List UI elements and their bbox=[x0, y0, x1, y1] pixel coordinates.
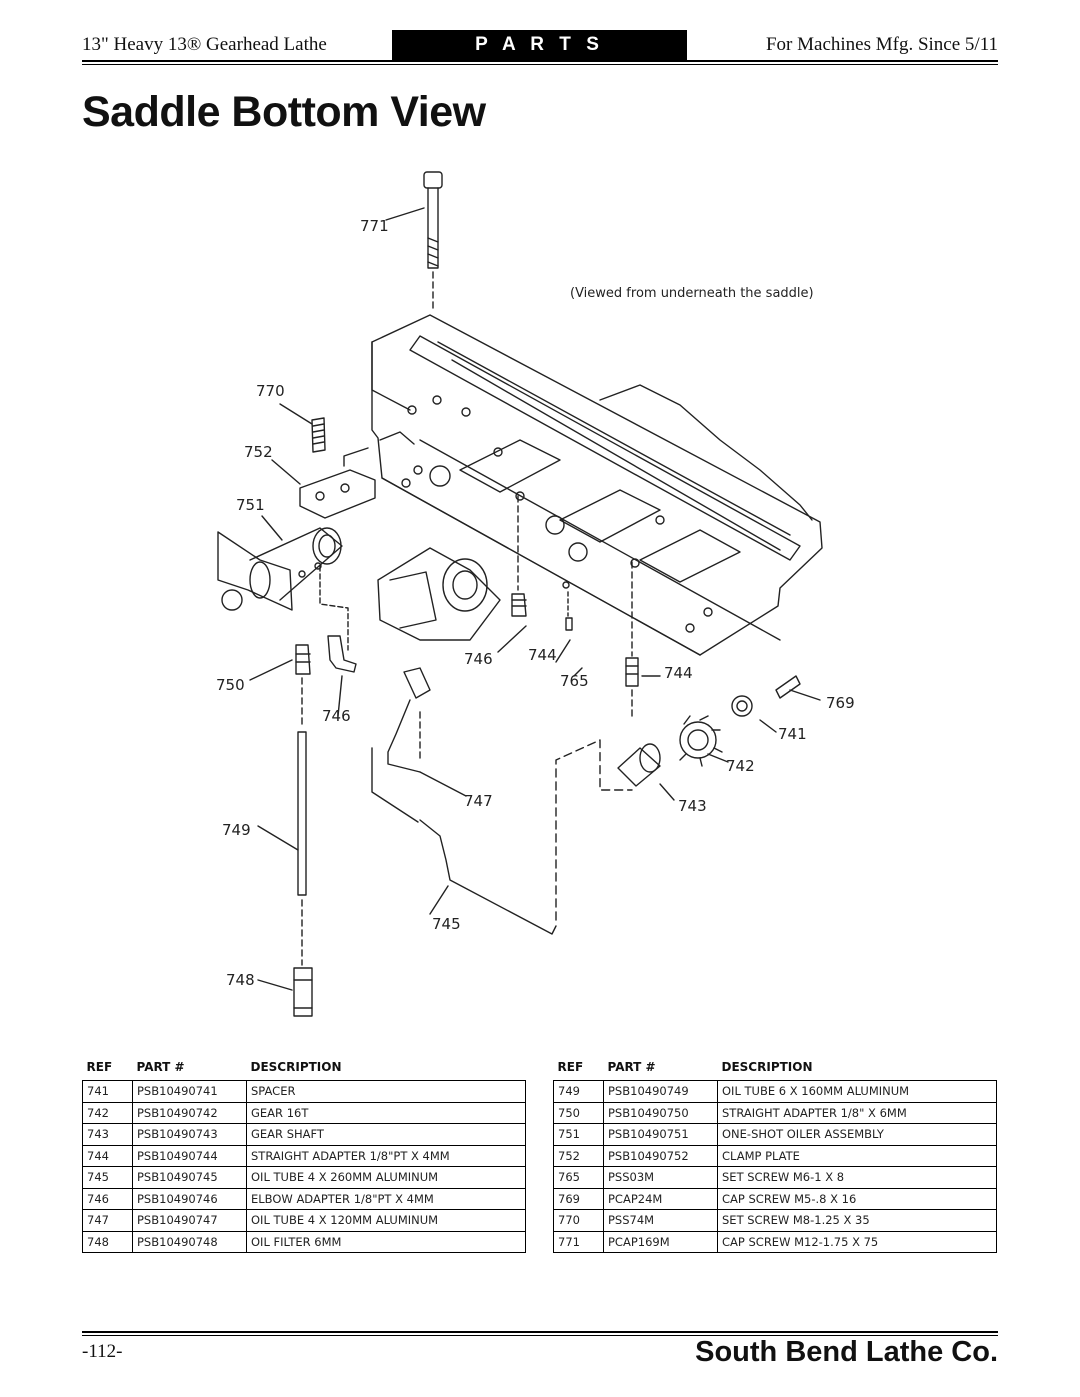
cell-description: ELBOW ADAPTER 1/8"PT X 4MM bbox=[247, 1188, 526, 1210]
cell-description: GEAR 16T bbox=[247, 1102, 526, 1124]
cell-part: PSB10490743 bbox=[133, 1124, 247, 1146]
cell-part: PSB10490752 bbox=[604, 1145, 718, 1167]
header-rule-thin bbox=[82, 64, 998, 65]
callout-770: 770 bbox=[256, 382, 285, 400]
cell-ref: 745 bbox=[83, 1167, 133, 1189]
header-part: PART # bbox=[607, 1060, 656, 1074]
header-description: DESCRIPTION bbox=[721, 1060, 813, 1074]
header-ref: REF bbox=[557, 1060, 584, 1074]
callout-752: 752 bbox=[244, 443, 273, 461]
cell-ref: 742 bbox=[83, 1102, 133, 1124]
cell-part: PSB10490751 bbox=[604, 1124, 718, 1146]
callout-labels bbox=[216, 217, 855, 989]
callout-742: 742 bbox=[726, 757, 755, 775]
cell-part: PSB10490747 bbox=[133, 1210, 247, 1232]
cell-description: OIL FILTER 6MM bbox=[247, 1231, 526, 1253]
saddle-bottom-diagram bbox=[0, 150, 1080, 1050]
cell-ref: 770 bbox=[554, 1210, 604, 1232]
header-machine-name: 13" Heavy 13® Gearhead Lathe bbox=[82, 34, 327, 55]
header-section-tab: P A R T S bbox=[392, 30, 687, 60]
cell-description: STRAIGHT ADAPTER 1/8" X 6MM bbox=[718, 1102, 997, 1124]
cell-description: SET SCREW M8-1.25 X 35 bbox=[718, 1210, 997, 1232]
cell-description: CAP SCREW M12-1.75 X 75 bbox=[718, 1231, 997, 1253]
cell-part: PSB10490750 bbox=[604, 1102, 718, 1124]
diagram-caption: (Viewed from underneath the saddle) bbox=[570, 286, 814, 301]
cell-ref: 750 bbox=[554, 1102, 604, 1124]
callout-750: 750 bbox=[216, 676, 245, 694]
table-row bbox=[554, 1102, 997, 1124]
table-row bbox=[554, 1188, 997, 1210]
cell-ref: 741 bbox=[83, 1081, 133, 1103]
table-row bbox=[83, 1081, 526, 1103]
cell-description: OIL TUBE 6 X 160MM ALUMINUM bbox=[718, 1081, 997, 1103]
cell-ref: 751 bbox=[554, 1124, 604, 1146]
table-row bbox=[554, 1231, 997, 1253]
callout-748: 748 bbox=[226, 971, 255, 989]
cell-ref: 749 bbox=[554, 1081, 604, 1103]
cell-part: PSB10490741 bbox=[133, 1081, 247, 1103]
cell-part: PSB10490749 bbox=[604, 1081, 718, 1103]
callout-746-right: 746 bbox=[464, 650, 493, 668]
callout-743: 743 bbox=[678, 797, 707, 815]
table-row bbox=[554, 1210, 997, 1232]
cell-part: PCAP24M bbox=[604, 1188, 718, 1210]
cell-part: PSS74M bbox=[604, 1210, 718, 1232]
cell-description: OIL TUBE 4 X 120MM ALUMINUM bbox=[247, 1210, 526, 1232]
cell-ref: 769 bbox=[554, 1188, 604, 1210]
cell-description: SPACER bbox=[247, 1081, 526, 1103]
header-part: PART # bbox=[136, 1060, 185, 1074]
table-row bbox=[83, 1145, 526, 1167]
page-header bbox=[82, 30, 998, 62]
cell-part: PSB10490742 bbox=[133, 1102, 247, 1124]
cell-ref: 748 bbox=[83, 1231, 133, 1253]
header-ref: REF bbox=[86, 1060, 113, 1074]
table-row bbox=[83, 1210, 526, 1232]
cell-description: OIL TUBE 4 X 260MM ALUMINUM bbox=[247, 1167, 526, 1189]
table-row bbox=[554, 1124, 997, 1146]
company-logo: South Bend Lathe Co. bbox=[695, 1336, 998, 1368]
page-title: Saddle Bottom View bbox=[82, 88, 486, 136]
callout-771: 771 bbox=[360, 217, 389, 235]
cell-part: PSB10490746 bbox=[133, 1188, 247, 1210]
header-machine-date: For Machines Mfg. Since 5/11 bbox=[765, 34, 998, 55]
table-row bbox=[83, 1231, 526, 1253]
parts-table bbox=[553, 1060, 997, 1253]
callout-749: 749 bbox=[222, 821, 251, 839]
table-row bbox=[83, 1167, 526, 1189]
cell-ref: 743 bbox=[83, 1124, 133, 1146]
table-row bbox=[83, 1102, 526, 1124]
table-header-row bbox=[554, 1060, 997, 1081]
parts-table-right bbox=[553, 1060, 997, 1253]
cell-part: PSS03M bbox=[604, 1167, 718, 1189]
cell-description: CAP SCREW M5-.8 X 16 bbox=[718, 1188, 997, 1210]
cell-description: STRAIGHT ADAPTER 1/8"PT X 4MM bbox=[247, 1145, 526, 1167]
footer-rule-thick bbox=[82, 1331, 998, 1333]
cell-ref: 744 bbox=[83, 1145, 133, 1167]
cell-ref: 746 bbox=[83, 1188, 133, 1210]
callout-765: 765 bbox=[560, 672, 589, 690]
table-row bbox=[83, 1124, 526, 1146]
callout-751: 751 bbox=[236, 496, 265, 514]
cell-ref: 771 bbox=[554, 1231, 604, 1253]
callout-746-left: 746 bbox=[322, 707, 351, 725]
cell-part: PSB10490745 bbox=[133, 1167, 247, 1189]
callout-744-right: 744 bbox=[664, 664, 693, 682]
cell-description: CLAMP PLATE bbox=[718, 1145, 997, 1167]
callout-747: 747 bbox=[464, 792, 493, 810]
parts-table bbox=[82, 1060, 526, 1253]
header-rule-thick bbox=[82, 60, 998, 62]
table-header-row bbox=[83, 1060, 526, 1081]
table-row bbox=[554, 1167, 997, 1189]
parts-table-left bbox=[82, 1060, 526, 1253]
cell-part: PSB10490744 bbox=[133, 1145, 247, 1167]
table-row bbox=[83, 1188, 526, 1210]
cell-part: PSB10490748 bbox=[133, 1231, 247, 1253]
cell-ref: 747 bbox=[83, 1210, 133, 1232]
callout-745: 745 bbox=[432, 915, 461, 933]
cell-ref: 752 bbox=[554, 1145, 604, 1167]
cell-description: GEAR SHAFT bbox=[247, 1124, 526, 1146]
cell-ref: 765 bbox=[554, 1167, 604, 1189]
table-row bbox=[554, 1145, 997, 1167]
page-number: -112- bbox=[82, 1341, 123, 1362]
header-description: DESCRIPTION bbox=[250, 1060, 342, 1074]
callout-744-left: 744 bbox=[528, 646, 557, 664]
callout-741: 741 bbox=[778, 725, 807, 743]
cell-description: ONE-SHOT OILER ASSEMBLY bbox=[718, 1124, 997, 1146]
table-row bbox=[554, 1081, 997, 1103]
callout-769: 769 bbox=[826, 694, 855, 712]
cell-description: SET SCREW M6-1 X 8 bbox=[718, 1167, 997, 1189]
cell-part: PCAP169M bbox=[604, 1231, 718, 1253]
